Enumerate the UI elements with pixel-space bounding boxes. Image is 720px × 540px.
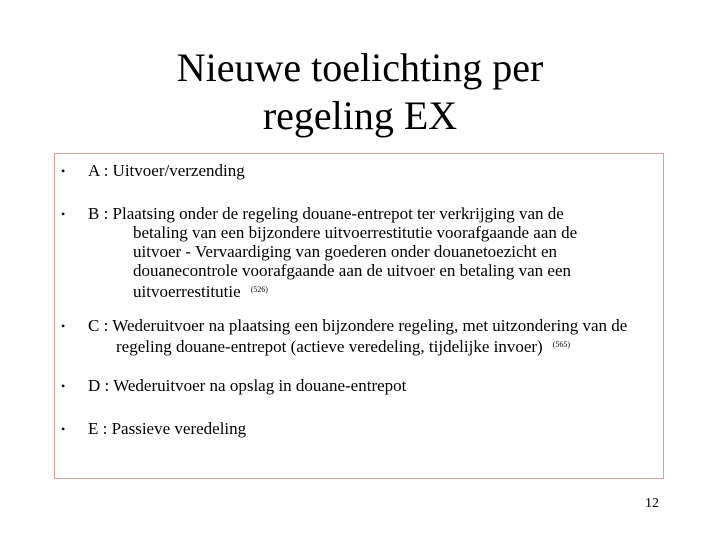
footnote-reference: (565) — [552, 340, 571, 349]
bullet-icon: • — [61, 319, 66, 333]
slide-title-line-1: Nieuwe toelichting per — [176, 45, 544, 90]
list-item-body: B : Plaatsing onder de regeling douane-entrepot ter verkrijging van de betaling van een bijzondere uitvoerrestitutie voorafgaande aan de uitvoer - Vervaardiging van goederen onder douanetoezicht en douanecontrole voorafgaande aan de uitvoer en betaling van een uitvoerrestitutie — [88, 204, 578, 301]
content-box — [54, 153, 664, 479]
bullet-icon: • — [61, 422, 66, 436]
list-item-body: C : Wederuitvoer na plaatsing een bijzondere regeling, met uitzondering van de regeling douane-entrepot (actieve veredeling, tijdelijke invoer) — [88, 316, 628, 356]
slide-title — [60, 44, 660, 140]
footnote-reference: (526) — [250, 285, 268, 294]
list-item-text: A : Uitvoer/verzending — [88, 161, 245, 180]
list-item-text — [88, 204, 603, 301]
page-number: 12 — [645, 496, 659, 511]
slide-title-line-2: regeling EX — [262, 93, 458, 138]
bullet-icon: • — [61, 207, 66, 221]
bullet-icon: • — [61, 164, 66, 178]
bullet-icon: • — [61, 379, 66, 393]
list-item-text: D : Wederuitvoer na opslag in douane-entrepot — [88, 376, 407, 395]
list-item-text: E : Passieve veredeling — [88, 419, 247, 438]
list-item-text — [88, 316, 653, 356]
